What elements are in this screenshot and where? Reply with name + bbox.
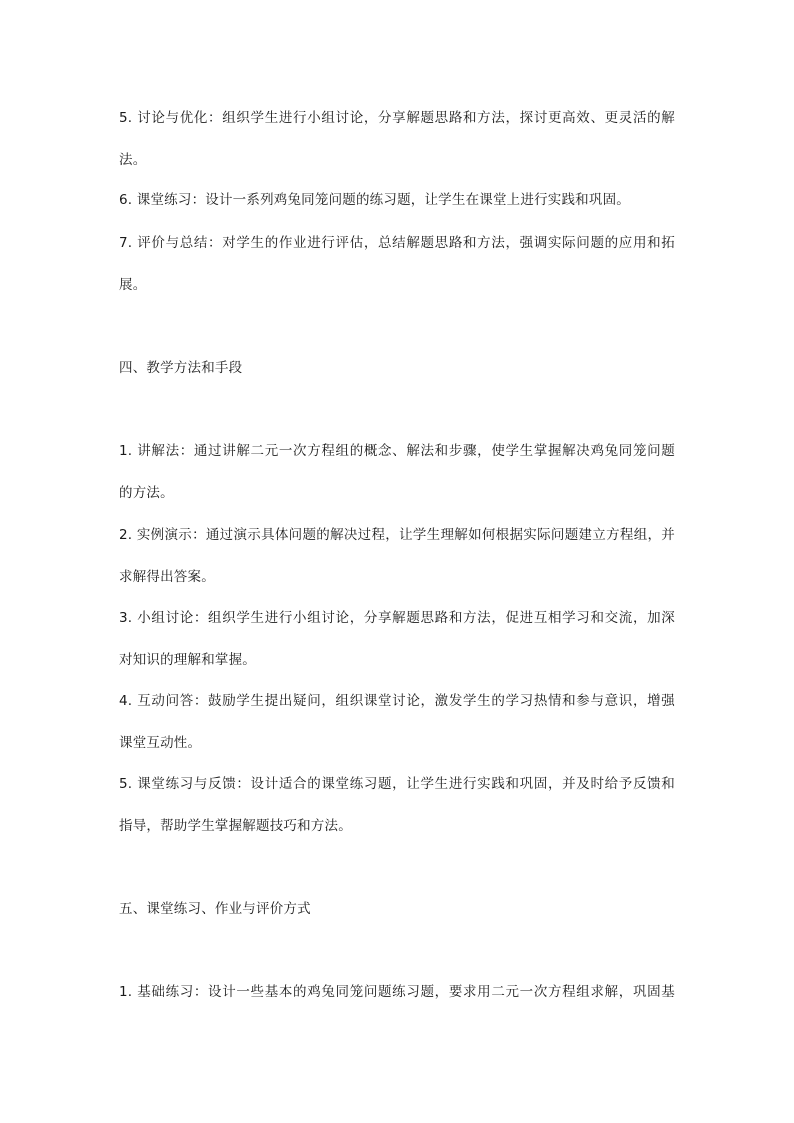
section4-item2-line2: 求解得出答案。 [119, 569, 215, 585]
section5-item1-line1: 1. 基础练习：设计一些基本的鸡兔同笼问题练习题，要求用二元一次方程组求解，巩固基 [119, 984, 675, 1000]
section4-item4-line1: 4. 互动问答：鼓励学生提出疑问，组织课堂讨论，激发学生的学习热情和参与意识，增强 [119, 693, 675, 709]
section4-item3-line1: 3. 小组讨论：组织学生进行小组讨论，分享解题思路和方法，促进互相学习和交流，加深 [119, 610, 675, 626]
section4-item1-line1: 1. 讲解法：通过讲解二元一次方程组的概念、解法和步骤，使学生掌握解决鸡兔同笼问题 [119, 443, 675, 459]
section3-item5-line2: 法。 [119, 152, 147, 168]
section3-item6: 6. 课堂练习：设计一系列鸡兔同笼问题的练习题，让学生在课堂上进行实践和巩固。 [119, 192, 630, 208]
section4-heading: 四、教学方法和手段 [119, 360, 243, 376]
section4-item3-line2: 对知识的理解和掌握。 [119, 652, 256, 668]
section3-item5-line1: 5. 讨论与优化：组织学生进行小组讨论，分享解题思路和方法，探讨更高效、更灵活的解 [119, 110, 675, 126]
section4-item5-line1: 5. 课堂练习与反馈：设计适合的课堂练习题，让学生进行实践和巩固，并及时给予反馈和 [119, 776, 675, 792]
section5-heading: 五、课堂练习、作业与评价方式 [119, 901, 311, 917]
section4-item4-line2: 课堂互动性。 [119, 735, 202, 751]
section4-item1-line2: 的方法。 [119, 485, 174, 501]
section3-item7-line1: 7. 评价与总结：对学生的作业进行评估，总结解题思路和方法，强调实际问题的应用和拓 [119, 235, 675, 251]
section4-item5-line2: 指导，帮助学生掌握解题技巧和方法。 [119, 818, 352, 834]
section4-item2-line1: 2. 实例演示：通过演示具体问题的解决过程，让学生理解如何根据实际问题建立方程组，并 [119, 527, 675, 543]
section3-item7-line2: 展。 [119, 277, 147, 293]
